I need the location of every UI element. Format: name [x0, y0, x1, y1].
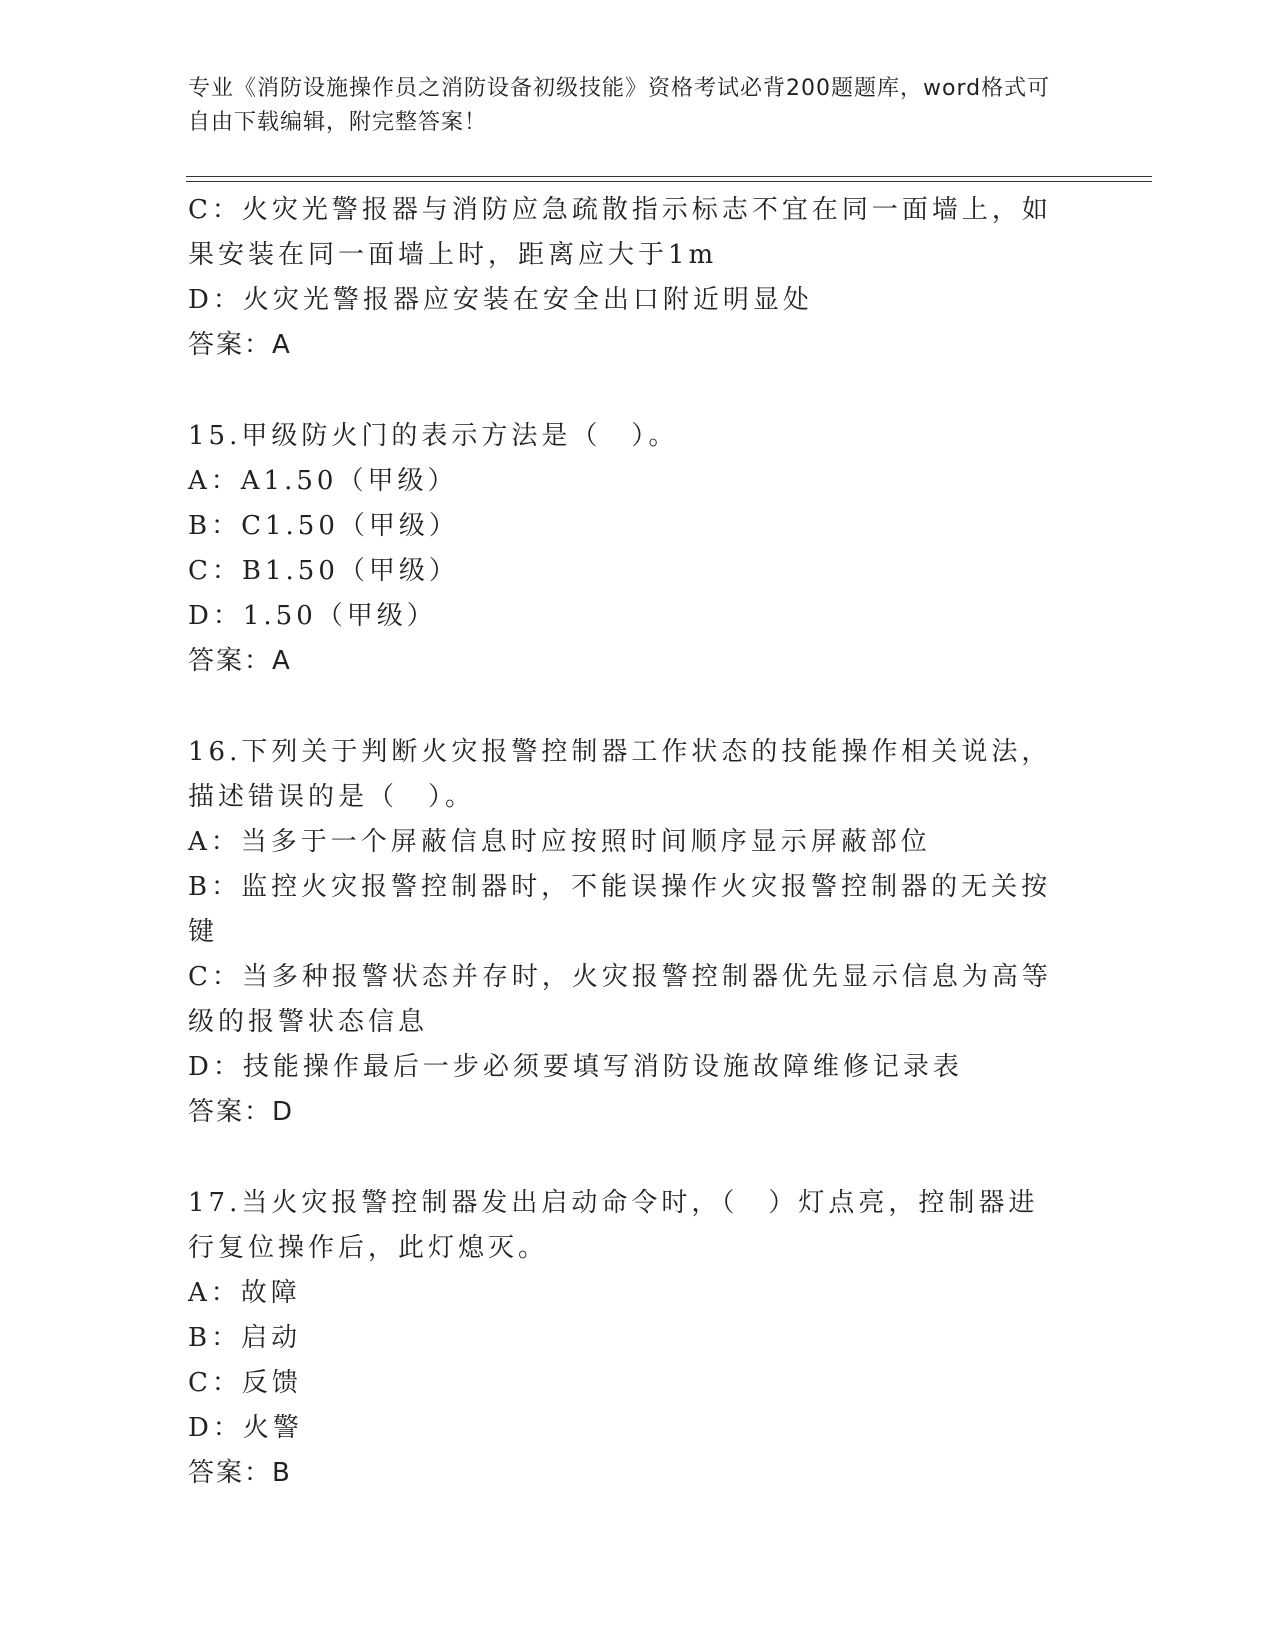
- option-d: D：火警: [188, 1413, 303, 1443]
- answer: 答案：A: [188, 646, 292, 676]
- header-rule-bottom: [186, 181, 1152, 182]
- option-b: B：启动: [188, 1323, 302, 1353]
- option-b: B：C1.50（甲级）: [188, 511, 459, 541]
- spacer: [188, 1135, 1068, 1181]
- option-d: D：1.50（甲级）: [188, 601, 437, 631]
- answer: 答案：D: [188, 1097, 295, 1127]
- answer: 答案：B: [188, 1458, 292, 1488]
- document-header: 专业《消防设施操作员之消防设备初级技能》资格考试必背200题题库，word格式可自由下载编辑，附完整答案！: [188, 76, 1051, 135]
- option-b: B：监控火灾报警控制器时，不能误操作火灾报警控制器的无关按键: [188, 872, 1052, 947]
- question-stem: 15.甲级防火门的表示方法是（ ）。: [188, 421, 679, 451]
- question-17-block: [188, 1181, 1068, 1496]
- option-c: C：当多种报警状态并存时，火灾报警控制器优先显示信息为高等级的报警状态信息: [188, 962, 1052, 1037]
- answer: 答案：A: [188, 330, 292, 360]
- question-stem: 17.当火灾报警控制器发出启动命令时，（ ）灯点亮，控制器进行复位操作后，此灯熄灭。: [188, 1188, 1039, 1263]
- option-d: D：火灾光警报器应安装在安全出口附近明显处: [188, 285, 813, 315]
- spacer: [188, 684, 1068, 730]
- header-rule-top: [186, 176, 1152, 177]
- question-15-block: [188, 414, 1068, 684]
- option-c: C：反馈: [188, 1368, 302, 1398]
- option-d: D：技能操作最后一步必须要填写消防设施故障维修记录表: [188, 1052, 963, 1082]
- question-16-block: [188, 730, 1068, 1135]
- option-c: C：火灾光警报器与消防应急疏散指示标志不宜在同一面墙上，如果安装在同一面墙上时，距离应大于1m: [188, 195, 1052, 270]
- document-body: [188, 188, 1068, 1496]
- option-a: A：当多于一个屏蔽信息时应按照时间顺序显示屏蔽部位: [188, 827, 931, 857]
- prev-question-block: [188, 188, 1068, 368]
- option-c: C：B1.50（甲级）: [188, 556, 459, 586]
- option-a: A：故障: [188, 1278, 301, 1308]
- question-stem: 16.下列关于判断火灾报警控制器工作状态的技能操作相关说法，描述错误的是（ ）。: [188, 737, 1052, 812]
- option-a: A：A1.50（甲级）: [188, 466, 458, 496]
- spacer: [188, 368, 1068, 414]
